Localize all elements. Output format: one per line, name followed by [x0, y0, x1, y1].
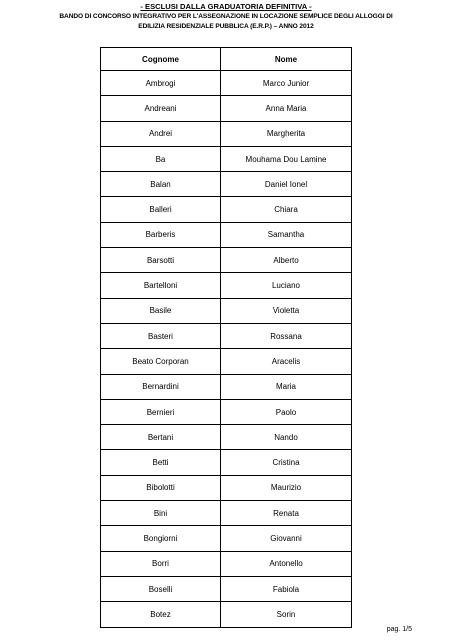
cell-cognome: Basile	[101, 298, 221, 323]
cell-nome: Anna Maria	[221, 96, 352, 121]
cell-nome: Mouhama Dou Lamine	[221, 146, 352, 171]
table-row	[101, 475, 352, 500]
cell-cognome: Borri	[101, 551, 221, 576]
cell-nome: Antonello	[221, 551, 352, 576]
cell-nome: Maria	[221, 374, 352, 399]
table-row	[101, 425, 352, 450]
table-row	[101, 551, 352, 576]
cell-cognome: Boselli	[101, 576, 221, 601]
table-row	[101, 172, 352, 197]
cell-nome: Chiara	[221, 197, 352, 222]
cell-cognome: Andreani	[101, 96, 221, 121]
cell-cognome: Andrei	[101, 121, 221, 146]
table-header-row	[101, 48, 352, 71]
table-row	[101, 374, 352, 399]
cell-cognome: Balleri	[101, 197, 221, 222]
cell-cognome: Bini	[101, 501, 221, 526]
table-row	[101, 298, 352, 323]
table-row	[101, 121, 352, 146]
document-subtitle-line-1: BANDO DI CONCORSO INTEGRATIVO PER L'ASSEGNAZIONE IN LOCAZIONE SEMPLICE DEGLI ALLOGGI DI	[59, 13, 393, 20]
table-row	[101, 273, 352, 298]
page-number: pag. 1/5	[386, 626, 412, 633]
cell-nome: Paolo	[221, 399, 352, 424]
table-body	[101, 71, 352, 628]
cell-cognome: Ba	[101, 146, 221, 171]
cell-nome: Daniel Ionel	[221, 172, 352, 197]
cell-cognome: Betti	[101, 450, 221, 475]
column-header-cognome: Cognome	[101, 48, 221, 71]
table-row	[101, 602, 352, 627]
table-row	[101, 323, 352, 348]
cell-nome: Sorin	[221, 602, 352, 627]
table-row	[101, 399, 352, 424]
table-row	[101, 222, 352, 247]
cell-cognome: Bernieri	[101, 399, 221, 424]
excluded-list-table	[100, 47, 352, 628]
cell-nome: Renata	[221, 501, 352, 526]
cell-nome: Nando	[221, 425, 352, 450]
cell-nome: Rossana	[221, 323, 352, 348]
cell-nome: Giovanni	[221, 526, 352, 551]
table-row	[101, 576, 352, 601]
table-row	[101, 146, 352, 171]
cell-cognome: Balan	[101, 172, 221, 197]
table-row	[101, 197, 352, 222]
cell-nome: Cristina	[221, 450, 352, 475]
cell-cognome: Bongiorni	[101, 526, 221, 551]
cell-cognome: Basteri	[101, 323, 221, 348]
cell-nome: Luciano	[221, 273, 352, 298]
document-title: - ESCLUSI DALLA GRADUATORIA DEFINITIVA -	[140, 2, 312, 11]
column-header-nome: Nome	[221, 48, 352, 71]
document-header	[0, 2, 452, 32]
cell-cognome: Bertani	[101, 425, 221, 450]
table-row	[101, 501, 352, 526]
cell-cognome: Bibolotti	[101, 475, 221, 500]
cell-cognome: Bernardini	[101, 374, 221, 399]
table-row	[101, 71, 352, 96]
cell-nome: Marco Junior	[221, 71, 352, 96]
cell-cognome: Bartelloni	[101, 273, 221, 298]
table-row	[101, 450, 352, 475]
cell-cognome: Ambrogi	[101, 71, 221, 96]
cell-nome: Alberto	[221, 248, 352, 273]
table-row	[101, 248, 352, 273]
cell-nome: Samantha	[221, 222, 352, 247]
document-subtitle-line-2: EDILIZIA RESIDENZIALE PUBBLICA (E.R.P.) – ANNO 2012	[138, 23, 314, 30]
cell-nome: Margherita	[221, 121, 352, 146]
cell-nome: Violetta	[221, 298, 352, 323]
cell-nome: Fabiola	[221, 576, 352, 601]
cell-cognome: Barsotti	[101, 248, 221, 273]
cell-cognome: Botez	[101, 602, 221, 627]
table-row	[101, 96, 352, 121]
table-row	[101, 349, 352, 374]
cell-cognome: Barberis	[101, 222, 221, 247]
cell-nome: Maurizio	[221, 475, 352, 500]
cell-cognome: Beato Corporan	[101, 349, 221, 374]
cell-nome: Aracelis	[221, 349, 352, 374]
table-row	[101, 526, 352, 551]
